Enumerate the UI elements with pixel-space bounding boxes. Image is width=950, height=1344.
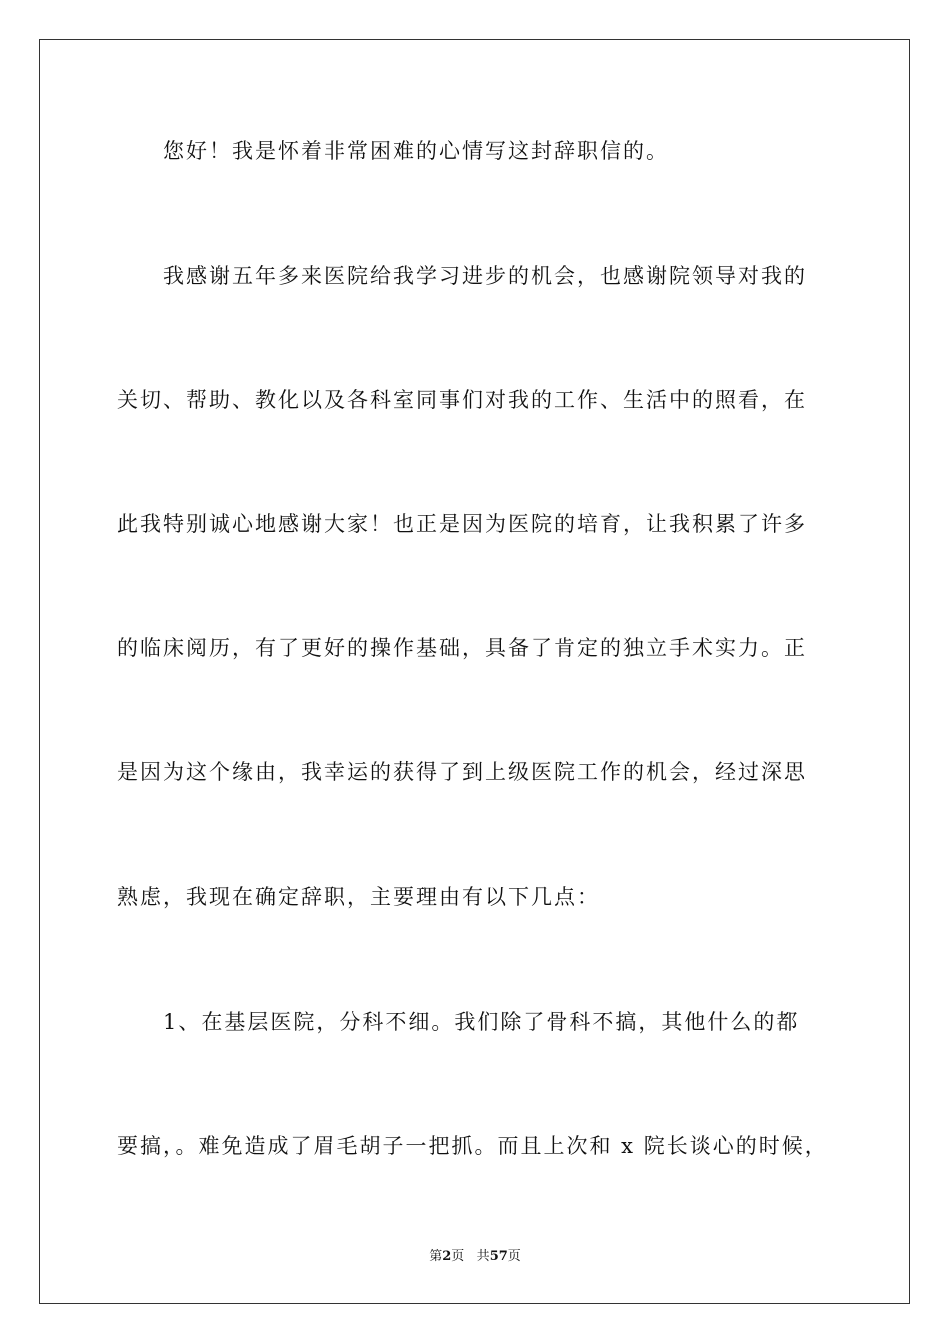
- paragraph-line: 的临床阅历，有了更好的操作基础，具备了肯定的独立手术实力。正: [117, 636, 807, 660]
- page-number: 2: [442, 1249, 452, 1264]
- page-suffix: 页: [451, 1249, 465, 1264]
- page-footer: [0, 1248, 950, 1266]
- total-suffix: 页: [507, 1249, 521, 1264]
- paragraph-line: 我感谢五年多来医院给我学习进步的机会，也感谢院领导对我的: [163, 264, 807, 288]
- page-prefix: 第: [429, 1249, 443, 1264]
- paragraph-line: 是因为这个缘由，我幸运的获得了到上级医院工作的机会，经过深思: [117, 760, 807, 784]
- paragraph-line: 1、在基层医院，分科不细。我们除了骨科不搞，其他什么的都: [163, 1010, 800, 1034]
- paragraph-line: 您好！我是怀着非常困难的心情写这封辞职信的。: [163, 139, 669, 163]
- total-prefix: 共: [476, 1249, 490, 1264]
- total-pages: 57: [489, 1249, 508, 1264]
- paragraph-line: 关切、帮助、教化以及各科室同事们对我的工作、生活中的照看，在: [117, 388, 807, 412]
- paragraph-line: 熟虑，我现在确定辞职，主要理由有以下几点：: [117, 885, 600, 909]
- page-border: [39, 39, 910, 1304]
- paragraph-line: 此我特别诚心地感谢大家！也正是因为医院的培育，让我积累了许多: [117, 512, 807, 536]
- paragraph-line: 要搞，。难免造成了眉毛胡子一把抓。而且上次和 x 院长谈心的时候，: [117, 1134, 828, 1158]
